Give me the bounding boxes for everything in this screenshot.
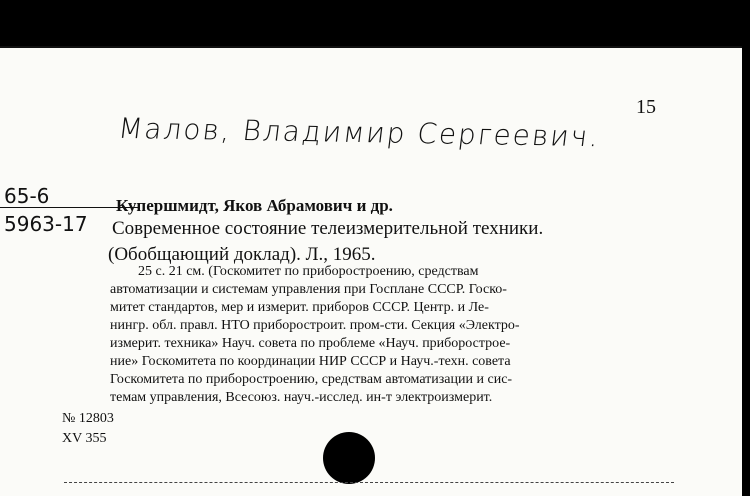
- bottom-rule: [64, 482, 674, 483]
- body-line: измерит. техника» Науч. совета по проблеме «Науч. приборострое-: [110, 336, 511, 351]
- body-line: Госкомитета по приборостроению, средствам автоматизации и сис-: [110, 372, 513, 387]
- punch-hole: [323, 432, 375, 484]
- body-line: ние» Госкомитета по координации НИР СССР и Науч.-техн. совета: [110, 354, 511, 369]
- catalog-card: [0, 46, 742, 496]
- handwritten-name: Малов, Владимир Сергеевич.: [116, 111, 603, 154]
- inventory-number: № 12803: [62, 411, 114, 426]
- title-line-2: (Обобщающий доклад). Л., 1965.: [108, 244, 376, 265]
- title-line-1: Современное состояние телеизмерительной техники.: [112, 218, 544, 239]
- catalog-code-2: 5963-17: [4, 212, 88, 236]
- shelf-mark: XV 355: [62, 431, 107, 446]
- page-number: 15: [636, 96, 656, 118]
- body-line: 25 с. 21 см. (Госкомитет по приборостроению, средствам: [138, 264, 479, 279]
- body-line: темам управления, Всесоюз. науч.-исслед. ин-т электроизмерит.: [110, 390, 493, 405]
- authors: Купершмидт, Яков Абрамович и др.: [116, 196, 393, 215]
- body-line: автоматизации и системам управления при Госплане СССР. Госко-: [110, 282, 507, 297]
- body-line: нингр. обл. правл. НТО приборостроит. пром-сти. Секция «Электро-: [110, 318, 520, 333]
- catalog-code-1: 65-6: [4, 184, 50, 208]
- body-line: митет стандартов, мер и измерит. приборов СССР. Центр. и Ле-: [110, 300, 489, 315]
